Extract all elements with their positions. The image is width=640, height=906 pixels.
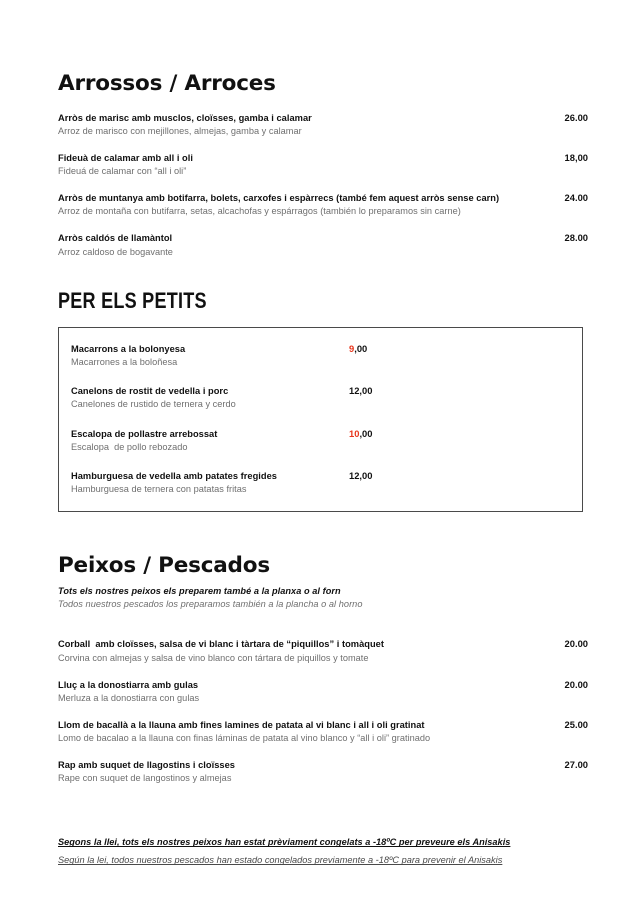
menu-item-price: 20.00	[564, 678, 588, 690]
menu-item-description: Rape con suquet de langostinos y almejas	[58, 773, 232, 784]
peixos-item-list	[58, 637, 588, 785]
menu-item-description: Arroz de montaña con butifarra, setas, alcachofas y espárragos (también lo preparamos sin carne)	[58, 206, 461, 217]
menu-item-line	[58, 718, 588, 732]
price-decimal-part: ,00	[354, 343, 368, 355]
price-decimal-part: 12,00	[349, 385, 373, 397]
price-decimal-part: 12,00	[349, 469, 373, 481]
menu-item-name: Canelons de rostit de vedella i porc	[71, 386, 229, 397]
kids-menu-box	[58, 327, 583, 512]
menu-item-line	[71, 469, 566, 483]
menu-item-line	[58, 678, 588, 692]
menu-item-description: Fideuá de calamar con “all i oli”	[58, 166, 187, 177]
note-catalan: Tots els nostres peixos els preparem també a la planxa o al forn	[58, 585, 341, 596]
footer-line-catalan-wrap	[58, 832, 588, 850]
menu-item-name: Arròs de muntanya amb botifarra, bolets, carxofes i espàrrecs (també fem aquest arròs sense carn)	[58, 193, 500, 204]
menu-item	[71, 469, 566, 496]
menu-item	[71, 427, 566, 454]
menu-item-name: Rap amb suquet de llagostins i cloïsses	[58, 760, 235, 771]
menu-item	[71, 384, 566, 411]
menu-item-price	[349, 469, 372, 482]
menu-item-line	[71, 427, 566, 441]
menu-item	[58, 678, 588, 705]
menu-item-name: Escalopa de pollastre arrebossat	[71, 428, 218, 439]
price-accent-digits: 10	[349, 427, 360, 439]
menu-item-price: 20.00	[564, 638, 588, 650]
menu-item-price: 18,00	[564, 151, 588, 163]
footer-note-catalan: Segons la llei, tots els nostres peixos han estat prèviament congelats a -18ºC per preveure els Anisakis	[58, 837, 511, 848]
menu-item-price: 28.00	[564, 232, 588, 244]
menu-item-line	[58, 758, 588, 772]
menu-item-name: Hamburguesa de vedella amb patates fregides	[71, 470, 277, 481]
menu-item-name: Fideuà de calamar amb all i oli	[58, 152, 193, 163]
menu-item-price: 26.00	[564, 111, 588, 123]
menu-item-description: Escalopa de pollo rebozado	[71, 441, 188, 452]
menu-item-description: Macarrones a la boloñesa	[71, 357, 178, 368]
price-decimal-part: ,00	[359, 427, 373, 439]
spacer	[58, 798, 588, 832]
menu-item-line	[58, 231, 588, 245]
menu-item-description: Merluza a la donostiarra con gulas	[58, 692, 200, 703]
menu-item-name: Arròs de marisc amb musclos, cloïsses, gamba i calamar	[58, 112, 312, 123]
menu-item	[58, 231, 588, 258]
menu-item-name: Arròs caldós de llamàntol	[58, 233, 173, 244]
section-heading-kids: PER ELS PETITS	[58, 287, 207, 313]
price-accent-digits: 9	[349, 343, 355, 355]
section-heading-peixos: Peixos / Pescados	[58, 553, 270, 579]
note-spanish: Todos nuestros pescados los preparamos también a la plancha o al horno	[58, 599, 363, 610]
menu-item-line	[71, 342, 566, 356]
menu-item-description: Arroz de marisco con mejillones, almejas, gamba y calamar	[58, 125, 302, 136]
menu-item-description: Hamburguesa de ternera con patatas fritas	[71, 483, 247, 494]
menu-item-price: 24.00	[564, 192, 588, 204]
menu-item-line	[58, 637, 588, 651]
menu-item	[58, 718, 588, 745]
menu-item-price: 27.00	[564, 759, 588, 771]
menu-item-name: Corball amb cloïsses, salsa de vi blanc i tàrtara de “piquillos” i tomàquet	[58, 639, 384, 650]
menu-item	[58, 191, 588, 218]
footer-note-spanish: Según la lei, todos nuestros pescados han estado congelados previamente a -18ºC para prevenir el Anisakis	[58, 855, 503, 866]
menu-item-price	[349, 384, 372, 397]
spacer	[58, 627, 588, 637]
menu-item-description: Corvina con almejas y salsa de vino blanco con tártara de piquillos y tomate	[58, 652, 369, 663]
menu-item-line	[58, 191, 588, 205]
peixos-preparation-note	[58, 585, 588, 612]
menu-item	[58, 151, 588, 178]
menu-item-price	[349, 342, 367, 355]
menu-item-price: 25.00	[564, 718, 588, 730]
menu-item	[58, 637, 588, 664]
menu-item-name: Macarrons a la bolonyesa	[71, 344, 186, 355]
spacer	[58, 272, 588, 288]
spacer	[58, 512, 588, 554]
menu-item-description: Lomo de bacalao a la llauna con finas láminas de patata al vino blanco y “all i oli” gratinado	[58, 733, 431, 744]
menu-item-line	[71, 384, 566, 398]
menu-item-name: Lluç a la donostiarra amb gulas	[58, 679, 199, 690]
menu-item-description: Arroz caldoso de bogavante	[58, 246, 173, 257]
menu-item-line	[58, 151, 588, 165]
arrossos-item-list	[58, 111, 588, 259]
menu-item	[58, 758, 588, 785]
anisakis-legal-note	[58, 832, 588, 868]
menu-item-description: Canelones de rustido de ternera y cerdo	[71, 399, 236, 410]
section-heading-arrossos: Arrossos / Arroces	[58, 71, 276, 96]
menu-item-line	[58, 111, 588, 125]
menu-item-name: Llom de bacallà a la llauna amb fines lamines de patata al vi blanc i all i oli gratinat	[58, 719, 425, 730]
menu-item-price	[349, 427, 372, 440]
menu-item	[71, 342, 566, 369]
footer-line-spanish-wrap	[58, 850, 588, 868]
menu-item	[58, 111, 588, 138]
